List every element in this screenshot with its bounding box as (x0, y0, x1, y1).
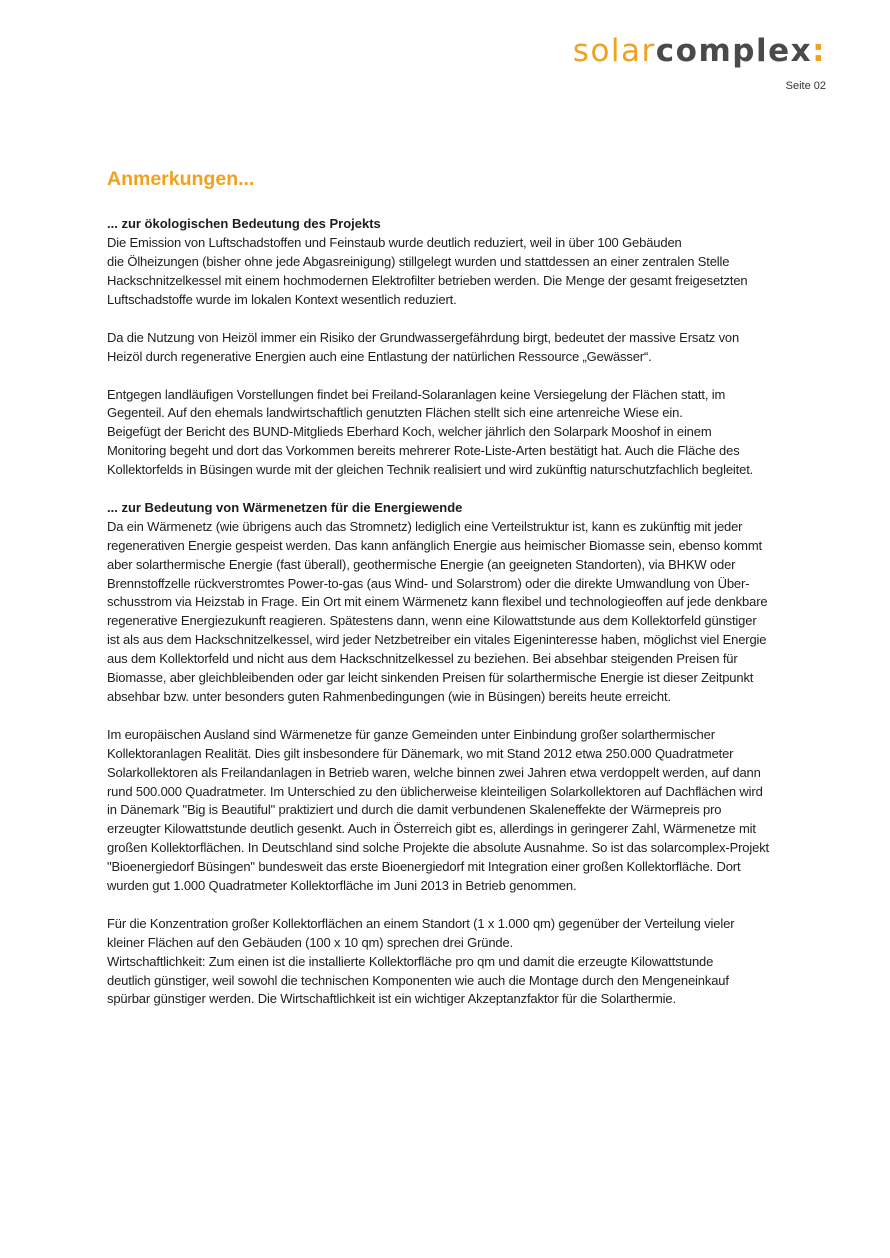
paragraph (107, 726, 827, 896)
paragraph (107, 915, 827, 1010)
page-heading: Anmerkungen... (107, 168, 255, 190)
text-line: Im europäischen Ausland sind Wärmenetze für ganze Gemeinden unter Einbindung großer solarthermischer (107, 726, 715, 742)
paragraph (107, 518, 827, 707)
logo-text-complex: complex (655, 33, 813, 69)
logo-colon: : (812, 33, 826, 69)
text-line: Wirtschaftlichkeit: Zum einen ist die installierte Kollektorfläche pro qm und damit die erzeugte Kilowattstunde (107, 953, 714, 969)
text-line: spürbar günstiger werden. Die Wirtschaftlichkeit ist ein wichtiger Akzeptanzfaktor für die Solarthermie. (107, 991, 676, 1007)
text-line: Kollektorfelds in Büsingen wurde mit der gleichen Technik realisiert und wird zukünftig naturschutzfachlich begleitet. (107, 462, 754, 478)
text-line: Da die Nutzung von Heizöl immer ein Risiko der Grundwassergefährdung birgt, bedeutet der massive Ersatz von (107, 329, 740, 345)
paragraph (107, 329, 827, 367)
text-line: Die Emission von Luftschadstoffen und Feinstaub wurde deutlich reduziert, weil in über 100 Gebäuden (107, 235, 682, 251)
page-number: Seite 02 (785, 80, 826, 92)
text-line: Kollektoranlagen Realität. Dies gilt insbesondere für Dänemark, wo mit Stand 2012 etwa 250.000 Quadratmeter (107, 745, 734, 761)
text-line: Für die Konzentration großer Kollektorflächen an einem Standort (1 x 1.000 qm) gegenüber der Verteilung vieler (107, 915, 735, 931)
text-line: Monitoring begeht und dort das Vorkommen bereits mehrerer Rote-Liste-Arten bestätigt hat. Auch die Fläche des (107, 443, 740, 459)
text-line: absehbar bzw. unter besonders guten Rahmenbedingungen (wie in Büsingen) bereits heute erreicht. (107, 689, 671, 704)
text-line: Solarkollektoren als Freilandanlagen in Betrieb waren, welche binnen zwei Jahren etwa verdoppelt werden, auf dann (107, 764, 761, 780)
logo-text-solar: solar (572, 33, 656, 69)
text-line: Hackschnitzelkessel mit einem hochmodernen Elektrofilter betrieben werden. Die Menge der gesamt freigesetzten (107, 273, 748, 289)
text-line: großen Kollektorflächen. In Deutschland sind solche Projekte die absolute Ausnahme. So ist das solarcomplex-Projekt (107, 840, 770, 856)
text-line: aber solarthermische Energie (fast überall), geothermische Energie (an geeigneten Standorten), via BHKW oder (107, 556, 736, 572)
section-title: ... zur ökologischen Bedeutung des Projekts (107, 216, 381, 232)
paragraph (107, 234, 827, 310)
text-line: die Ölheizungen (bisher ohne jede Abgasreinigung) stillgelegt wurden und stattdessen an einer zentralen Stelle (107, 254, 730, 270)
sections-container (107, 215, 827, 1009)
text-line: kleiner Flächen auf den Gebäuden (100 x 10 qm) sprechen drei Gründe. (107, 934, 514, 950)
text-line: Luftschadstoffe wurde im lokalen Kontext wesentlich reduziert. (107, 292, 457, 308)
text-line: Brennstoffzelle rückverstromtes Power-to-gas (aus Wind- und Solarstrom) oder die direkte Umwandlung von Über- (107, 575, 750, 591)
text-line: aus dem Kollektorfeld und nicht aus dem Hackschnitzelkessel zu beziehen. Bei absehbar steigenden Preisen für (107, 651, 738, 667)
text-line: in Dänemark "Big is Beautiful" praktiziert und durch die damit verbundenen Skaleneffekte der Wärmepreis pro (107, 802, 722, 818)
text-line: Gegenteil. Auf den ehemals landwirtschaftlich genutzten Flächen stellt sich eine artenreiche Wiese ein. (107, 405, 683, 421)
paragraph (107, 386, 827, 481)
section-title: ... zur Bedeutung von Wärmenetzen für die Energiewende (107, 499, 463, 515)
text-line: schusstrom via Heizstab in Frage. Ein Ort mit einem Wärmenetz kann flexibel und technologieoffen auf jede denkbare (107, 594, 768, 610)
text-line: regenerativen Energie gespeist werden. Das kann anfänglich Energie aus heimischer Biomasse sein, ebenso kommt (107, 537, 762, 553)
text-line: regenerative Energiezukunft reagieren. Spätestens dann, wenn eine Kilowattstunde aus dem Kollektorfeld günstiger (107, 613, 757, 629)
text-line: Biomasse, aber gleichbleibenden oder gar leicht sinkenden Preisen für solarthermische Energie ist dieser Zeitpunkt (107, 670, 754, 686)
text-line: "Bioenergiedorf Büsingen" bundesweit das erste Bioenergiedorf mit Integration einer großen Kollektorfläche. Dort (107, 859, 741, 875)
text-line: Entgegen landläufigen Vorstellungen findet bei Freiland-Solaranlagen keine Versiegelung der Flächen statt, im (107, 386, 726, 402)
text-line: ist als aus dem Hackschnitzelkessel, wird jeder Netzbetreiber ein vitales Eigeninteresse haben, möglichst viel Energie (107, 632, 767, 648)
text-line: wurden gut 1.000 Quadratmeter Kollektorfläche im Juni 2013 in Betrieb genommen. (107, 878, 577, 894)
text-line: Da ein Wärmenetz (wie übrigens auch das Stromnetz) lediglich eine Verteilstruktur ist, kann es zukünftig mit jeder (107, 518, 743, 534)
document-body (107, 168, 827, 1028)
text-line: rund 500.000 Quadratmeter. Im Unterschied zu den üblicherweise kleinteiligen Solarkollektoren auf Dachflächen wird (107, 783, 763, 799)
solarcomplex-logo (572, 33, 826, 69)
text-line: deutlich günstiger, weil sowohl die technischen Komponenten wie auch die Montage durch den Mengeneinkauf (107, 972, 729, 988)
text-line: Heizöl durch regenerative Energien auch eine Entlastung der natürlichen Ressource „Gewässer“. (107, 348, 652, 364)
text-line: Beigefügt der Bericht des BUND-Mitglieds Eberhard Koch, welcher jährlich den Solarpark Mooshof in einem (107, 424, 712, 440)
text-line: erzeugter Kilowattstunde deutlich gesenkt. Auch in Österreich gibt es, allerdings in geringerer Zahl, Wärmenetze mit (107, 821, 756, 837)
